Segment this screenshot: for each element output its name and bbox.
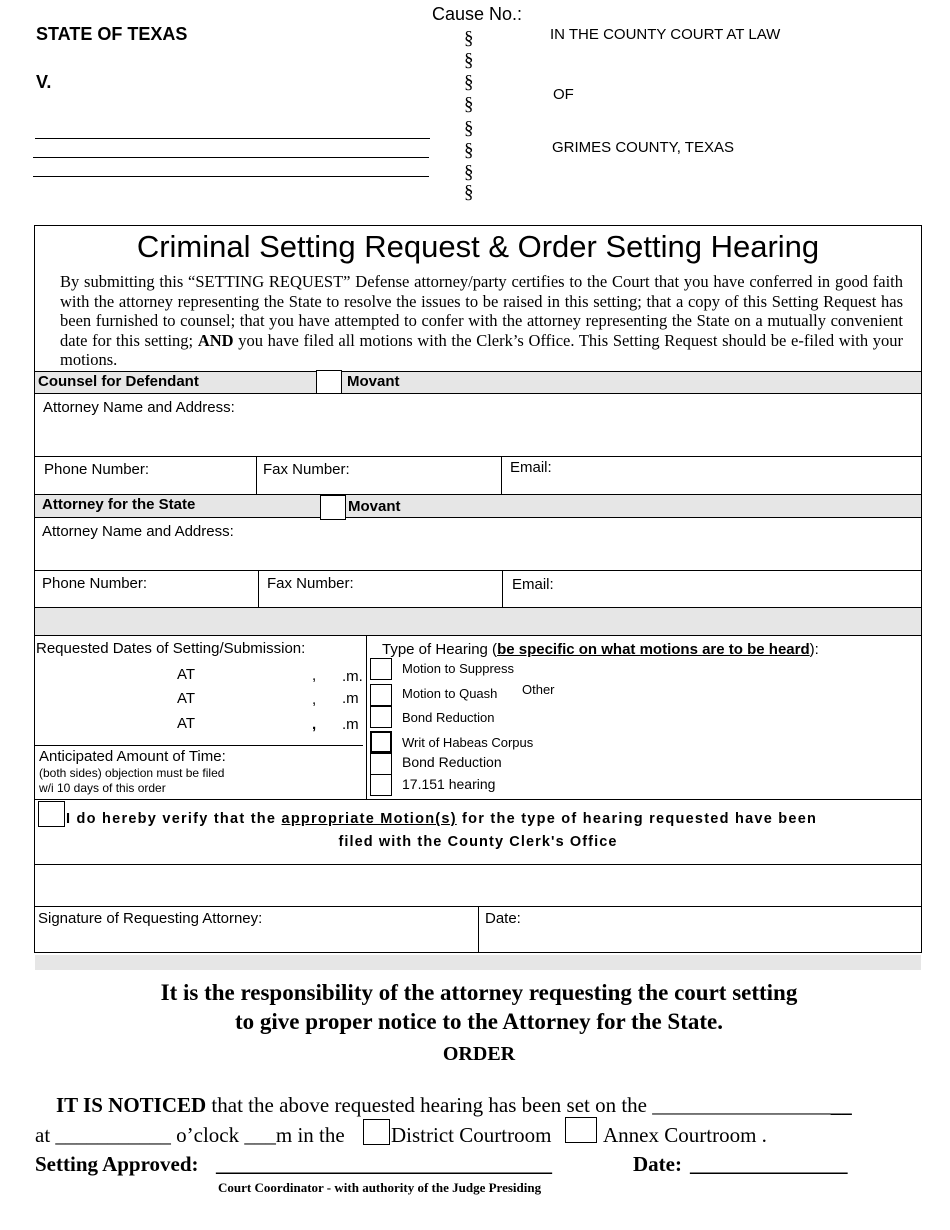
versus: V. [36,72,52,92]
verify-text-2: for the type of hearing requested have been [456,811,818,827]
hearing-option-label: Bond Reduction [402,754,502,770]
state-phone-label: Phone Number: [42,575,148,592]
section-mark: § [464,140,474,161]
rule [478,906,479,953]
rule [256,456,257,494]
rule [35,456,921,457]
certification-text-1: By submitting this “SETTING REQUEST” Defense attorney/party certifies to the Court that you have conferred in good faith with the attorney representing the State to resolve the issues to be raised in this setting; that a copy of this Setting Request has been furnished to counsel; that you have attempted to confer with the attorney representing the State on a mutually convenient date for this setting; [60,272,903,350]
section-mark: § [464,72,474,93]
form-title: Criminal Setting Request & Order Setting Hearing [136,229,820,264]
hearing-option-label: Motion to Suppress [402,661,515,676]
defense-movant-label: Movant [347,373,400,390]
district-courtroom-label: District Courtroom [391,1123,552,1147]
section-mark: § [464,118,474,139]
defense-fax-label: Fax Number: [263,461,350,478]
defendant-name-line-2 [33,157,429,158]
annex-courtroom-label: Annex Courtroom . [603,1123,767,1147]
verify-statement-line-1 [66,811,817,827]
rule [35,745,363,746]
rule [35,864,921,865]
certification-text-2: you have filed all motions with the Clerk’s Office. This Setting Request should be e-filed with your motions. [60,330,903,370]
district-courtroom-checkbox[interactable] [363,1119,390,1145]
court-name-line-2: OF [553,86,574,103]
certification-paragraph [60,272,903,370]
noticed-line [56,1093,852,1118]
court-coordinator-caption: Court Coordinator - with authority of the Judge Presiding [218,1180,542,1195]
state-of-texas: STATE OF TEXAS [36,24,188,44]
motion-to-suppress-checkbox[interactable] [370,658,392,680]
cause-number-label: Cause No.: [432,4,523,24]
verify-statement-line-2 [34,834,922,850]
bond-reduction-checkbox[interactable] [370,706,392,728]
setting-approved-label: Setting Approved: [35,1152,199,1176]
order-heading: ORDER [442,1043,516,1065]
verify-text-3: filed with the County [338,834,510,850]
state-movant-label: Movant [348,498,401,515]
state-email-label: Email: [512,576,554,593]
rule [35,799,921,800]
it-is-noticed: IT IS NOTICED [56,1093,207,1117]
rule [35,517,921,518]
rule [35,607,921,608]
anticipated-time-note-2: w/i 10 days of this order [39,781,166,795]
hearing-option-label: Writ of Habeas Corpus [402,735,534,750]
court-name-line-1: IN THE COUNTY COURT AT LAW [550,26,781,43]
date-row-comma: , [312,691,317,708]
state-movant-checkbox[interactable] [320,495,346,520]
certification-and: AND [197,330,234,350]
type-of-hearing-suffix: ): [809,641,819,658]
rule [366,635,367,799]
signature-label: Signature of Requesting Attorney: [38,910,263,927]
date-row-at: AT [177,666,196,683]
writ-of-habeas-corpus-checkbox[interactable] [370,731,392,753]
rule [35,635,921,636]
rule [502,570,503,607]
setting-approved-line: ________________________________ [216,1152,552,1176]
date-row-at: AT [177,715,196,732]
order-date-label: Date: [633,1152,682,1176]
at-time-line: at ___________ o’clock ___m in the [35,1123,345,1147]
date-row-at: AT [177,690,196,707]
defense-phone-label: Phone Number: [44,461,150,478]
anticipated-time-note-1: (both sides) objection must be filed [39,766,225,780]
hearing-option-label: Bond Reduction [402,710,495,725]
verify-text-1: I do hereby verify that the [66,811,282,827]
date-row-comma: , [312,716,317,733]
date-row-meridiem: .m. [342,668,363,685]
rule [501,456,502,494]
bond-reduction-2-checkbox[interactable] [370,753,392,775]
section-mark: § [464,28,474,49]
counsel-for-defendant-header: Counsel for Defendant [38,373,199,390]
section-mark: § [464,162,474,183]
noticed-tail: __ [830,1093,852,1117]
notice-line-2: to give proper notice to the Attorney for the State. [234,1009,723,1034]
verify-clerks-office: Clerk's Office [509,834,618,850]
noticed-text: that the above requested hearing has been set on the _________________ [206,1093,831,1117]
date-row-comma: , [312,667,317,684]
court-name-line-3: GRIMES COUNTY, TEXAS [552,139,734,156]
state-fax-label: Fax Number: [267,575,354,592]
requested-dates-label: Requested Dates of Setting/Submission: [36,640,306,657]
rule [35,570,921,571]
date-row-meridiem: .m [342,690,359,707]
defense-email-label: Email: [510,459,552,476]
type-of-hearing-label [382,641,819,658]
form-footer-bar [35,955,921,970]
section-mark: § [464,94,474,115]
state-attorney-name-label: Attorney Name and Address: [42,523,234,540]
hearing-option-label: 17.151 hearing [402,776,496,792]
defense-attorney-name-label: Attorney Name and Address: [43,399,235,416]
notice-line-1: It is the responsibility of the attorney requesting the court setting [160,980,798,1005]
order-date-line: _______________ [690,1152,848,1176]
hearing-option-label: Motion to Quash [402,686,498,701]
defendant-name-line-1 [35,138,430,139]
defense-movant-checkbox[interactable] [316,370,342,394]
verify-motions-checkbox[interactable] [38,801,65,827]
rule [35,494,921,495]
rule [258,570,259,607]
section-mark: § [464,50,474,71]
anticipated-time-label: Anticipated Amount of Time: [39,748,226,765]
section-mark: § [464,182,474,203]
hearing-17-151-checkbox[interactable] [370,774,392,796]
verify-underlined: appropriate Motion(s) [281,811,457,827]
attorney-for-state-header: Attorney for the State [42,496,196,513]
rule [35,393,921,394]
other-label: Other [522,682,555,697]
type-of-hearing-instruction: be specific on what motions are to be heard [497,641,810,658]
rule [35,371,921,372]
date-row-meridiem: .m [342,716,359,733]
motion-to-quash-checkbox[interactable] [370,684,392,706]
defendant-name-line-3 [33,176,429,177]
annex-courtroom-checkbox[interactable] [565,1117,597,1143]
signature-date-label: Date: [485,910,521,927]
type-of-hearing-prefix: Type of Hearing ( [382,641,498,658]
section-spacer-bar [35,607,921,635]
